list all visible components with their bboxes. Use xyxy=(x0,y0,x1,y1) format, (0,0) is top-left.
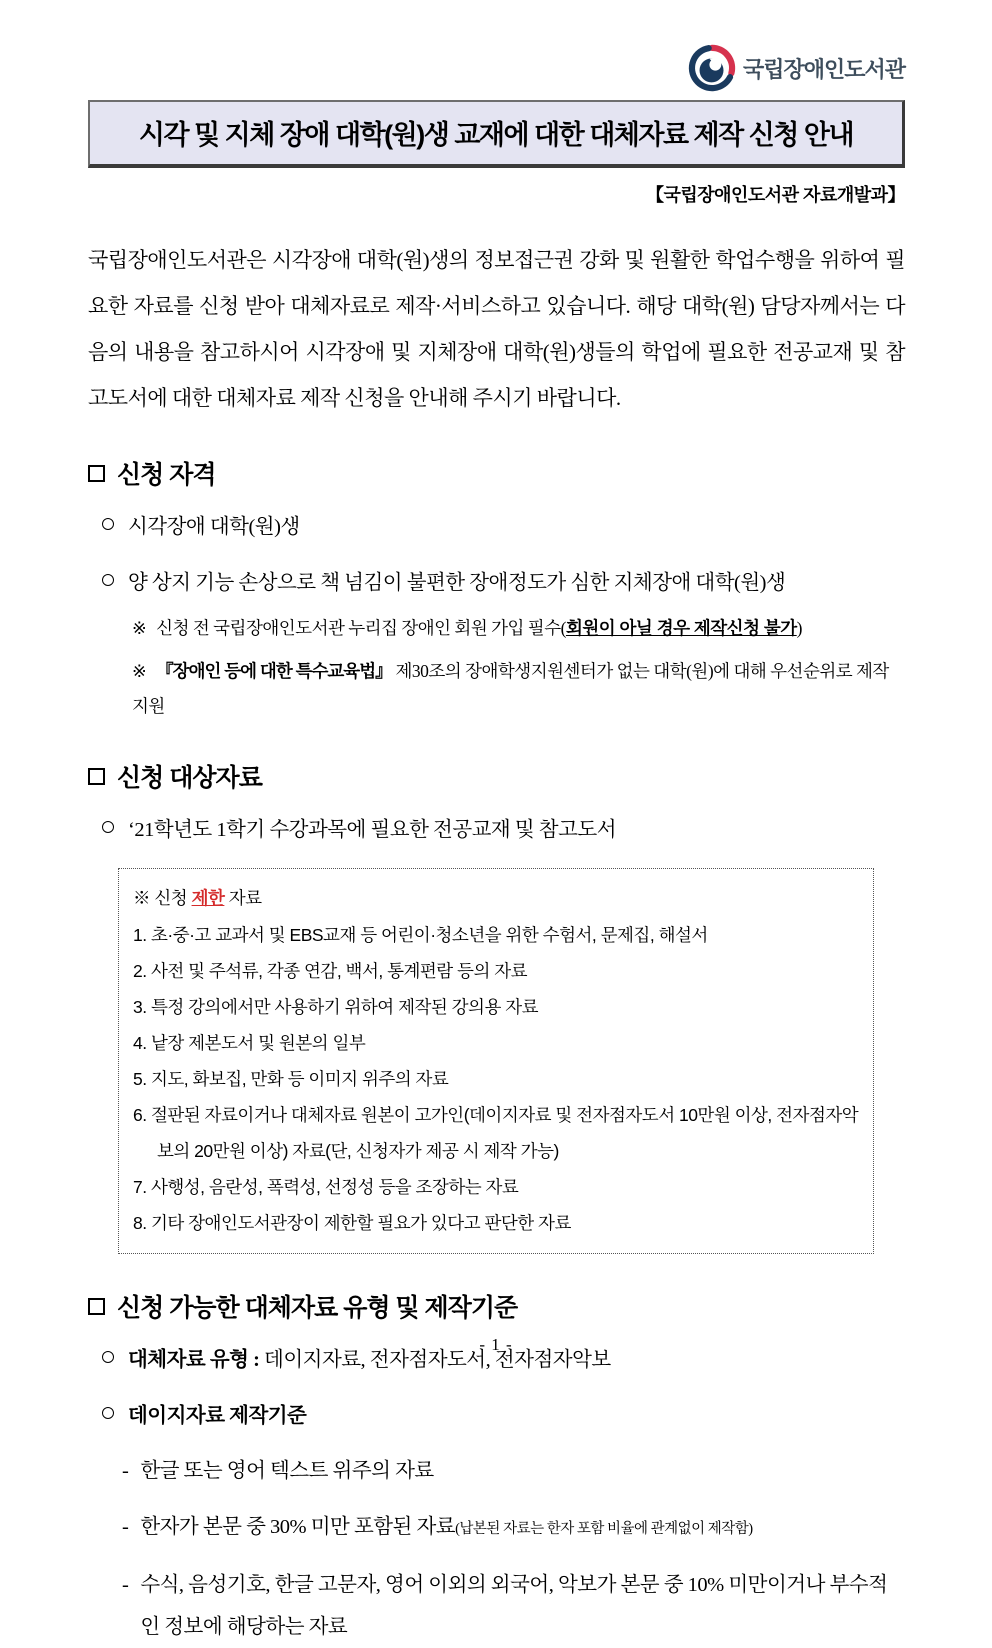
restricted-header-highlight: 제한 xyxy=(191,888,225,908)
law-title: 『장애인 등에 대한 특수교육법』 xyxy=(156,661,392,681)
dash-bullet: - xyxy=(122,1460,129,1482)
dash-bullet: - xyxy=(122,1574,129,1596)
restricted-item: 5. 지도, 화보집, 만화 등 이미지 위주의 자료 xyxy=(133,1069,449,1089)
note-text: ) xyxy=(796,618,802,638)
department-byline: 【국립장애인도서관 자료개발과】 xyxy=(645,185,905,205)
restricted-item: 6. 절판된 자료이거나 대체자료 원본이 고가인(데이지자료 및 전자점자도서 10만원 이상, 전자점자악보의 20만원 이상) 자료(단, 신청자가 제공 시 제작 가능) xyxy=(133,1105,859,1161)
criterion-item xyxy=(122,1506,905,1550)
eligibility-note xyxy=(132,654,905,724)
criterion-main: 한자가 본문 중 30% 미만 포함된 자료 xyxy=(140,1516,456,1538)
reference-mark-icon: ※ xyxy=(132,618,147,638)
daisy-criteria-heading xyxy=(102,1396,905,1436)
circle-bullet-icon xyxy=(102,1407,114,1419)
restricted-item: 7. 사행성, 음란성, 폭력성, 선정성 등을 조장하는 자료 xyxy=(133,1177,519,1197)
criterion-text xyxy=(140,1506,752,1550)
restricted-header-text: 자료 xyxy=(224,888,262,908)
restricted-header-text: 신청 xyxy=(154,888,192,908)
eligibility-item xyxy=(102,507,905,547)
section-title: 신청 자격 xyxy=(117,461,216,489)
restricted-item: 3. 특정 강의에서만 사용하기 위하여 제작된 강의용 자료 xyxy=(133,997,539,1017)
circle-bullet-icon xyxy=(102,518,114,530)
eligibility-item-text: 시각장애 대학(원)생 xyxy=(128,516,300,538)
section-target-heading xyxy=(88,758,905,794)
reference-mark-icon: ※ xyxy=(133,888,150,908)
title-banner xyxy=(88,100,905,168)
circle-bullet-icon xyxy=(102,821,114,833)
target-item-text: ‘21학년도 1학기 수강과목에 필요한 전공교재 및 참고도서 xyxy=(128,819,616,841)
government-emblem-icon xyxy=(689,45,735,91)
circle-bullet-icon xyxy=(102,574,114,586)
restricted-item: 8. 기타 장애인도서관장이 제한할 필요가 있다고 판단한 자료 xyxy=(133,1213,571,1233)
type-value: 데이지자료, 전자점자도서, 전자점자악보 xyxy=(264,1349,611,1371)
org-name-label: 국립장애인도서관 xyxy=(742,56,905,82)
page-number: - 1 - xyxy=(479,1335,513,1354)
target-item xyxy=(102,810,905,850)
eligibility-note xyxy=(132,611,905,646)
eligibility-item xyxy=(102,563,905,603)
note-text: 신청 전 국립장애인도서관 누리집 장애인 회원 가입 필수( xyxy=(156,618,566,638)
daisy-title: 데이지자료 제작기준 xyxy=(128,1405,307,1427)
criterion-text: 한글 또는 영어 텍스트 위주의 자료 xyxy=(140,1460,434,1482)
criterion-small-note: (납본된 자료는 한자 포함 비율에 관계없이 제작함) xyxy=(455,1521,753,1537)
page-title: 시각 및 지체 장애 대학(원)생 교재에 대한 대체자료 제작 신청 안내 xyxy=(138,120,854,150)
section-title: 신청 가능한 대체자료 유형 및 제작기준 xyxy=(117,1294,518,1322)
square-bullet-icon xyxy=(88,465,105,482)
dash-bullet: - xyxy=(122,1516,129,1538)
note-text: 제30조의 장애학생지원센터가 없는 대학(원)에 대해 우선순위로 제작 지원 xyxy=(132,661,889,716)
section-eligibility-heading xyxy=(88,455,905,491)
criterion-text: 수식, 음성기호, 한글 고문자, 영어 이외의 외국어, 악보가 본문 중 10% 미만이거나 부수적인 정보에 해당하는 자료 xyxy=(140,1574,888,1638)
square-bullet-icon xyxy=(88,768,105,785)
header-logo-row xyxy=(88,42,905,94)
eligibility-item-text: 양 상지 기능 손상으로 책 넘김이 불편한 장애정도가 심한 지체장애 대학(원)생 xyxy=(128,572,786,594)
section-types-heading xyxy=(88,1288,905,1324)
reference-mark-icon: ※ xyxy=(132,661,147,681)
square-bullet-icon xyxy=(88,1298,105,1315)
intro-paragraph: 국립장애인도서관은 시각장애 대학(원)생의 정보접근권 강화 및 원활한 학업수행을 위하여 필요한 자료를 신청 받아 대체자료로 제작·서비스하고 있습니다. 해당 대학(원) 담당자께서는 다음의 내용을 참고하시어 시각장애 및 지체장애 대학(원)생들의 학업에 필요한 전공교재 및 참고도서에 대한 대체자료 제작 신청을 안내해 주시기 바랍니다. xyxy=(88,248,905,410)
restricted-item: 1. 초·중·고 교과서 및 EBS교재 등 어린이·청소년을 위한 수험서, 문제집, 해설서 xyxy=(133,925,708,945)
type-label: 대체자료 유형 : xyxy=(128,1349,265,1371)
org-logo xyxy=(689,45,905,91)
criterion-item xyxy=(122,1564,905,1648)
criterion-item xyxy=(122,1450,905,1492)
section-title: 신청 대상자료 xyxy=(117,764,262,792)
note-emphasis: 회원이 아닐 경우 제작신청 불가 xyxy=(565,618,797,638)
restricted-materials-box xyxy=(118,868,874,1254)
restricted-item: 2. 사전 및 주석류, 각종 연감, 백서, 통계편람 등의 자료 xyxy=(133,961,528,981)
restricted-item: 4. 낱장 제본도서 및 원본의 일부 xyxy=(133,1033,366,1053)
restricted-box-header xyxy=(133,879,859,917)
